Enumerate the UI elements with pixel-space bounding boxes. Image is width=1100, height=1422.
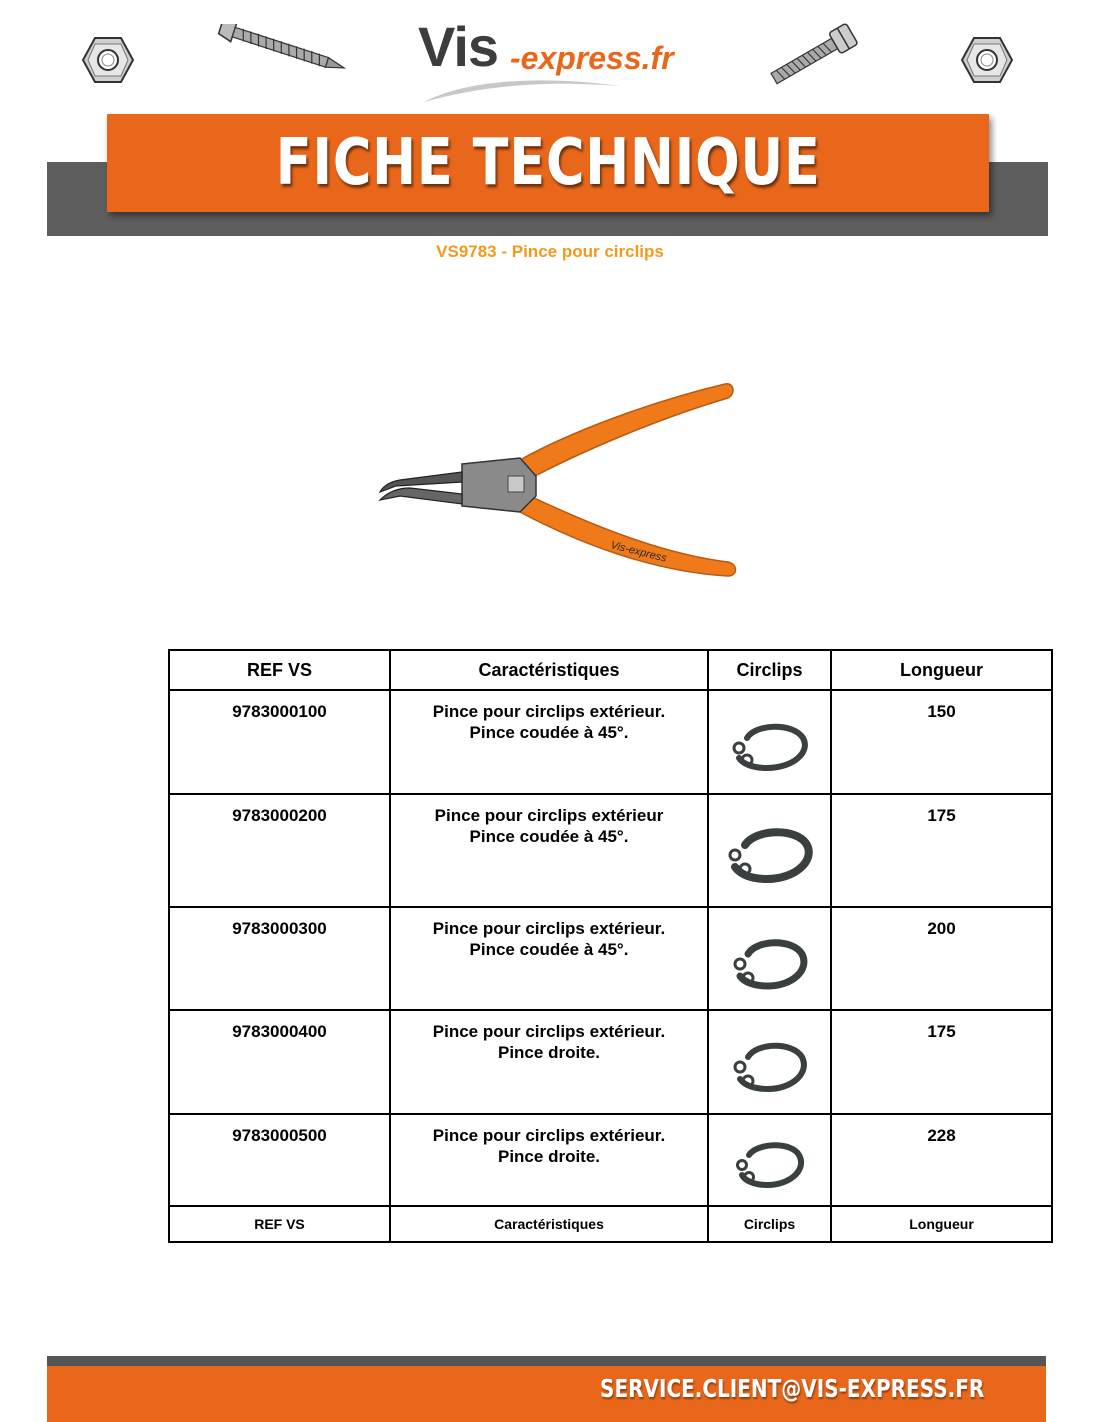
circlip-ring-icon — [730, 1039, 810, 1093]
cell-circlips — [708, 690, 831, 794]
table-row — [169, 794, 1052, 907]
desc-line-1: Pince pour circlips extérieur — [434, 806, 664, 825]
desc-line-2: Pince coudée à 45°. — [469, 723, 629, 742]
desc-line-2: Pince droite. — [497, 1147, 601, 1166]
wood-screw-icon — [212, 24, 352, 80]
cell-longueur: 228 — [831, 1114, 1052, 1206]
cell-longueur: 200 — [831, 907, 1052, 1010]
desc-line-2: Pince coudée à 45°. — [469, 827, 629, 846]
desc-line-1: Pince pour circlips extérieur. — [432, 919, 666, 938]
cell-caracteristiques — [390, 1114, 708, 1206]
footer-ref: REF VS — [169, 1206, 390, 1242]
table-row — [169, 690, 1052, 794]
cell-caracteristiques — [390, 907, 708, 1010]
cell-ref: 9783000300 — [169, 907, 390, 1010]
table-header-row — [169, 650, 1052, 690]
cell-circlips — [708, 1010, 831, 1114]
desc-line-2: Pince coudée à 45°. — [469, 940, 629, 959]
header-caracteristiques: Caractéristiques — [390, 650, 708, 690]
cell-caracteristiques — [390, 1010, 708, 1114]
desc-line-1: Pince pour circlips extérieur. — [432, 1126, 666, 1145]
table-row — [169, 907, 1052, 1010]
logo-swoosh-icon — [422, 76, 622, 104]
circlip-ring-icon — [725, 825, 815, 885]
footer-email: SERVICE.CLIENT@VIS-EXPRESS.FR — [599, 1374, 984, 1403]
desc-line-1: Pince pour circlips extérieur. — [432, 702, 666, 721]
cell-ref: 9783000500 — [169, 1114, 390, 1206]
logo-suffix: -express.fr — [510, 40, 674, 76]
svg-text:Vis-express: Vis-express — [609, 539, 668, 565]
hex-nut-icon — [82, 36, 134, 84]
hex-nut-icon — [960, 36, 1014, 84]
footer-caracteristiques: Caractéristiques — [390, 1206, 708, 1242]
product-subtitle: VS9783 - Pince pour circlips — [436, 242, 664, 261]
footer-divider — [47, 1356, 1046, 1366]
cell-circlips — [708, 794, 831, 907]
table-row — [169, 1010, 1052, 1114]
desc-line-2: Pince droite. — [497, 1043, 601, 1062]
machine-bolt-icon — [760, 22, 866, 90]
desc-line-1: Pince pour circlips extérieur. — [432, 1022, 666, 1041]
cell-ref: 9783000100 — [169, 690, 390, 794]
header-longueur: Longueur — [831, 650, 1052, 690]
cell-longueur: 150 — [831, 690, 1052, 794]
circlip-pliers-image — [370, 372, 750, 582]
footer-circlips: Circlips — [708, 1206, 831, 1242]
vis-express-logo — [418, 14, 688, 104]
footer-bar — [47, 1366, 1046, 1422]
footer-longueur: Longueur — [831, 1206, 1052, 1242]
cell-ref: 9783000200 — [169, 794, 390, 907]
logo-brand: Vis — [418, 15, 499, 78]
cell-longueur: 175 — [831, 1010, 1052, 1114]
cell-longueur: 175 — [831, 794, 1052, 907]
cell-caracteristiques — [390, 794, 708, 907]
cell-caracteristiques — [390, 690, 708, 794]
spec-table — [168, 649, 1053, 1243]
circlip-ring-icon — [729, 720, 811, 772]
cell-circlips — [708, 907, 831, 1010]
cell-ref: 9783000400 — [169, 1010, 390, 1114]
table-footer-row — [169, 1206, 1052, 1242]
circlip-ring-icon — [730, 936, 810, 990]
cell-circlips — [708, 1114, 831, 1206]
banner — [107, 114, 989, 212]
banner-title: FICHE TECHNIQUE — [275, 126, 821, 200]
circlip-ring-icon — [733, 1139, 807, 1189]
header-ref: REF VS — [169, 650, 390, 690]
header-circlips: Circlips — [708, 650, 831, 690]
table-row — [169, 1114, 1052, 1206]
